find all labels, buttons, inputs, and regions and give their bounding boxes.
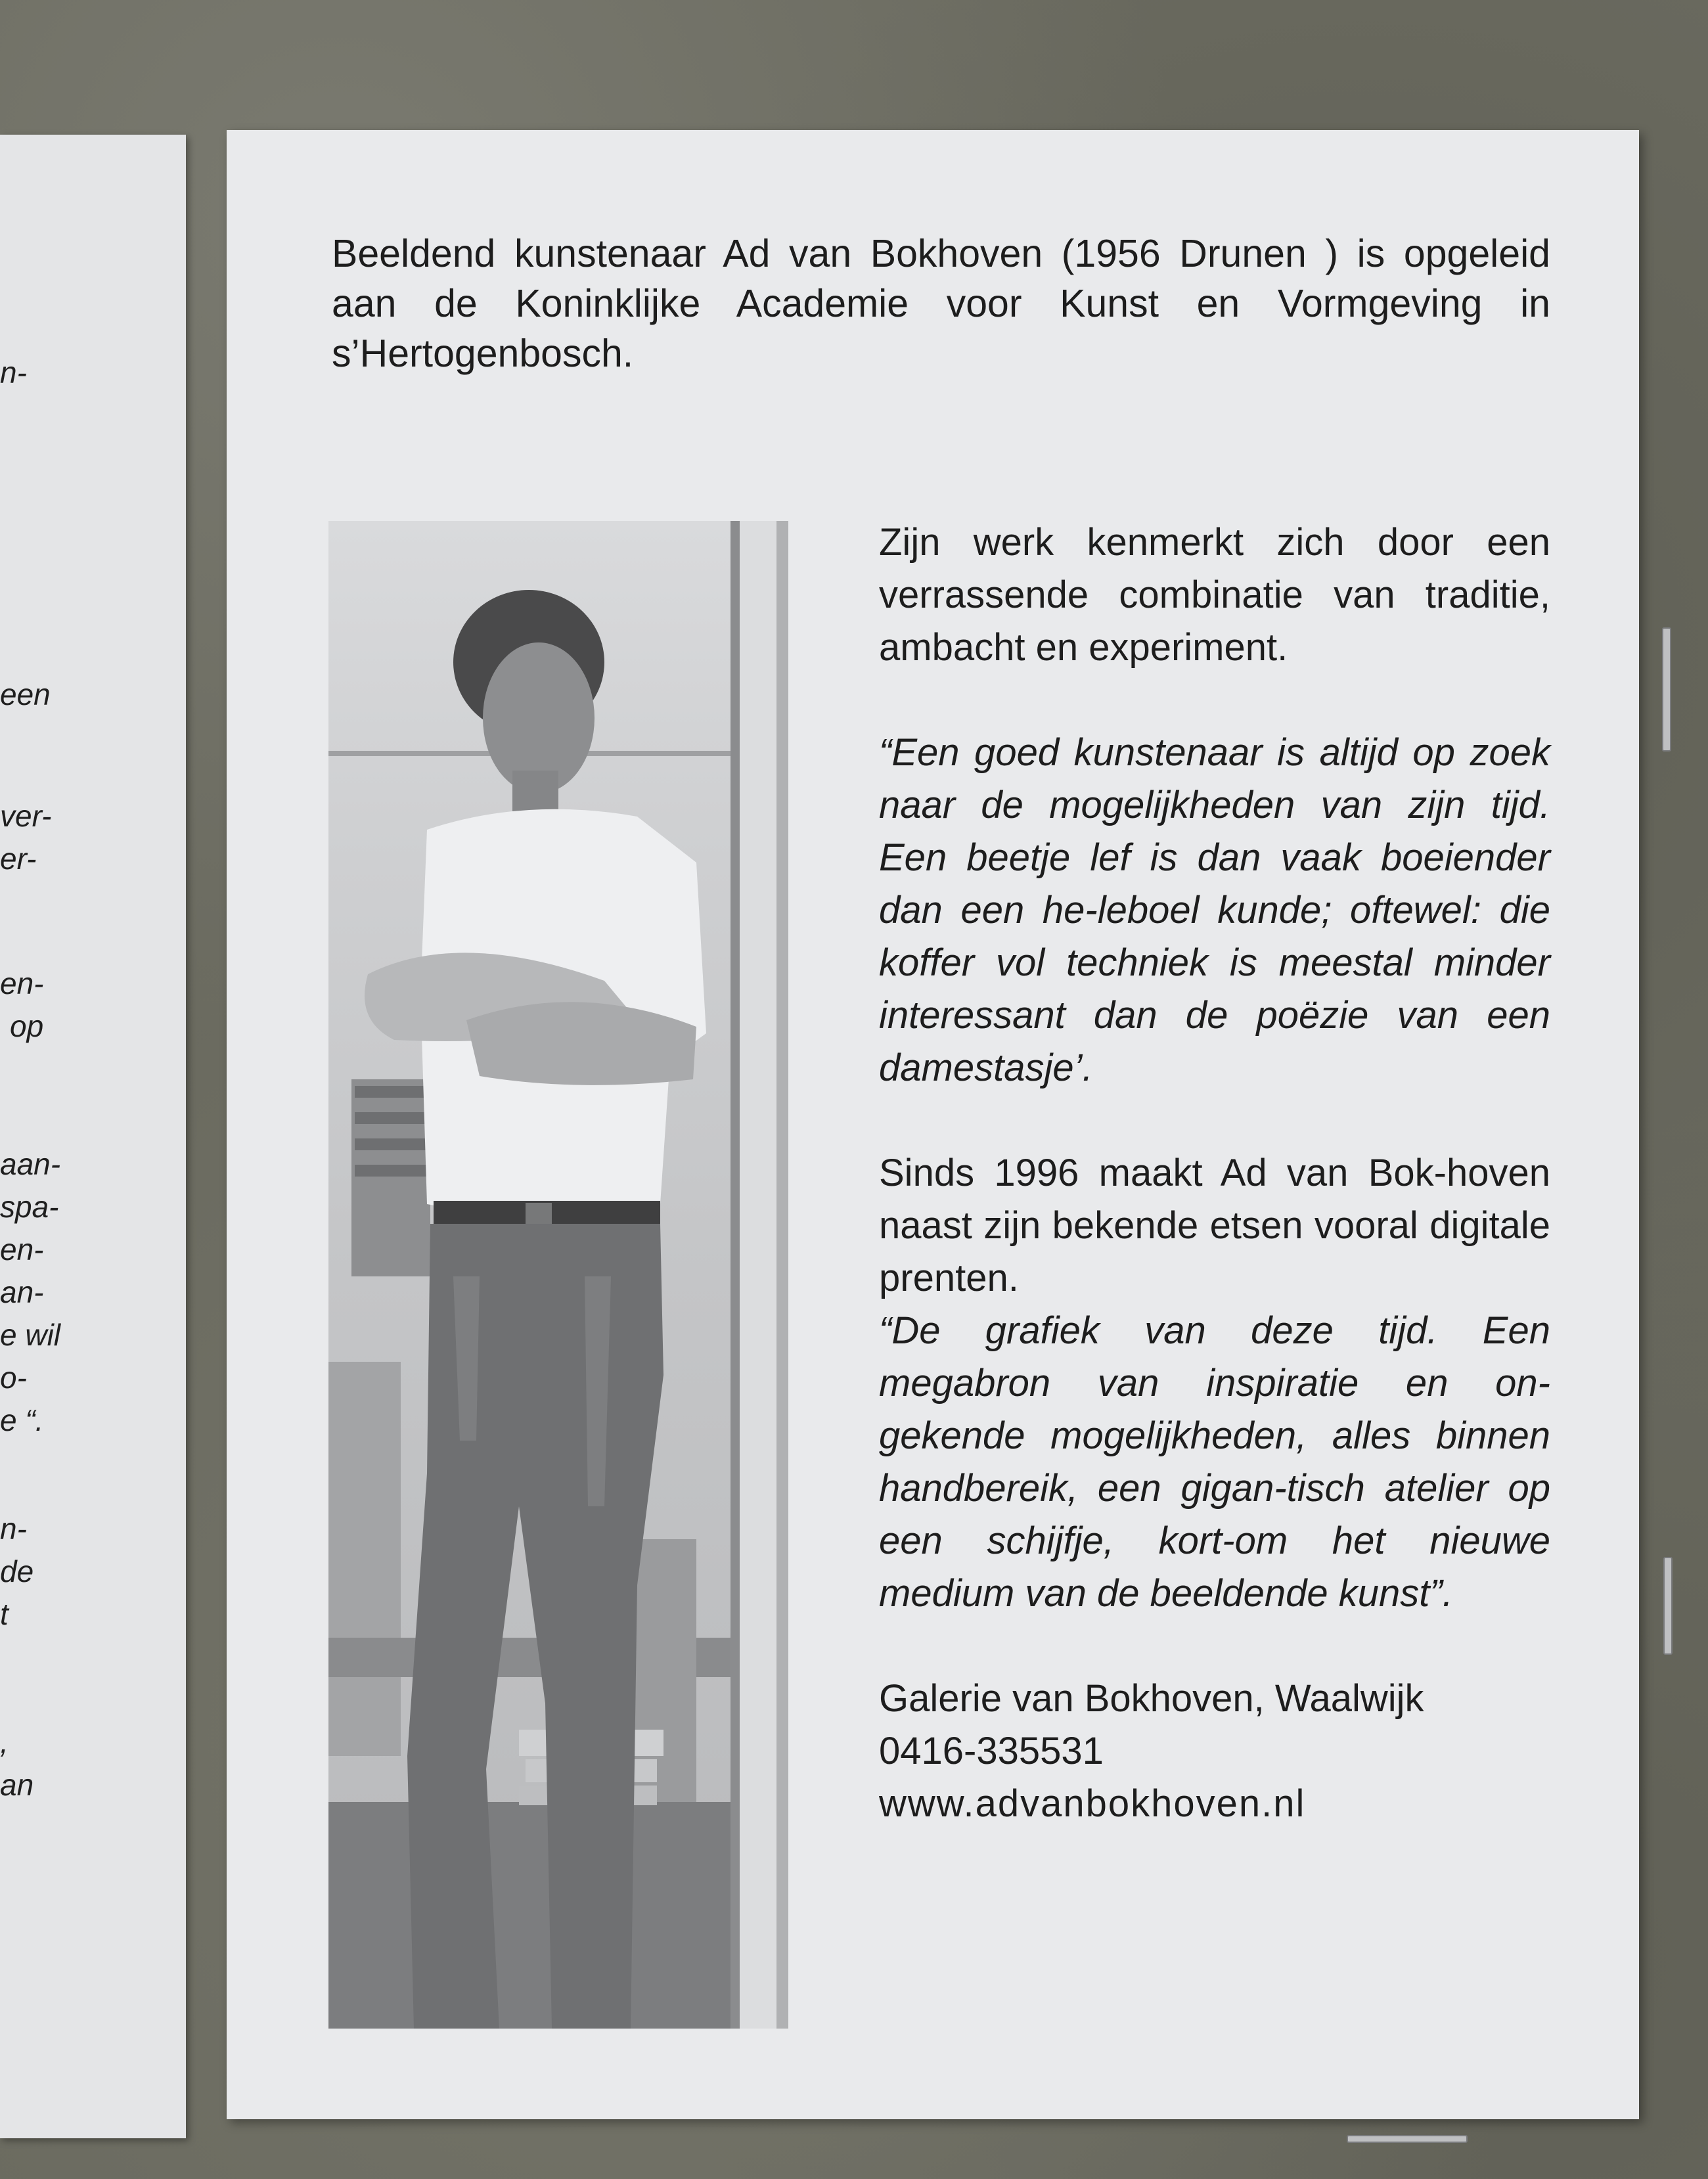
gallery-name: Galerie van Bokhoven, Waalwijk (879, 1677, 1424, 1720)
website-link: www.advanbokhoven.nl (879, 1782, 1306, 1825)
portrait-photo (328, 521, 788, 2029)
left-text-fragment: een (0, 677, 51, 711)
portrait-photo-icon (328, 521, 788, 2029)
left-text-fragment: an- (0, 1275, 44, 1309)
left-text-fragment: op (10, 1009, 44, 1043)
staple-icon (1663, 1557, 1673, 1655)
staple-icon (1347, 2135, 1468, 2143)
left-text-fragment: en- (0, 966, 44, 1000)
intro-paragraph: Beeldend kunstenaar Ad van Bokhoven (1956 Drunen ) is opgeleid aan de Koninklijke Academie voor Kunst en Vormgeving in s’Hertogenbosch. (332, 232, 1550, 375)
left-text-fragment: en- (0, 1232, 44, 1267)
left-text-fragment: e wil (0, 1318, 61, 1352)
left-text-fragment: e “. (0, 1403, 44, 1437)
description-paragraph: Zijn werk kenmerkt zich door een verrassende combinatie van traditie, ambacht en experiment. (879, 521, 1550, 669)
text-column (879, 516, 1550, 1830)
quote-paragraph-digital: “De grafiek van deze tijd. Een megabron van inspiratie en on-gekende mogelijkheden, alles binnen handbereik, een gigan-tisch atelier op een schijfje, kort-om het nieuwe medium van de beeldende kunst”. (879, 1309, 1550, 1615)
left-text-fragment: n- (0, 355, 27, 390)
contact-block (879, 1673, 1550, 1830)
quote-paragraph: “Een goed kunstenaar is altijd op zoek naar de mogelijkheden van zijn tijd. Een beetje lef is dan vaak boeiender dan een he-leboel kunde; oftewel: die koffer vol techniek is meestal minder interessant dan de poëzie van een damestasje’. (879, 731, 1550, 1089)
left-text-fragment: er- (0, 842, 37, 876)
digital-prints-paragraph: Sinds 1996 maakt Ad van Bok-hoven naast zijn bekende etsen vooral digitale prenten. (879, 1152, 1550, 1299)
left-text-fragment: an (0, 1768, 34, 1802)
left-text-fragment: de (0, 1554, 34, 1588)
left-text-fragment: , (0, 1725, 9, 1759)
phone-number: 0416-335531 (879, 1730, 1104, 1772)
left-text-fragment: spa- (0, 1190, 59, 1224)
left-text-fragment: t (0, 1597, 9, 1631)
left-page-fragment (0, 135, 186, 2138)
left-text-fragment: o- (0, 1360, 27, 1395)
left-text-fragment: ver- (0, 799, 52, 833)
left-text-fragment: aan- (0, 1147, 61, 1181)
staple-icon (1662, 627, 1671, 752)
document-page (227, 130, 1639, 2119)
left-text-fragment: n- (0, 1512, 27, 1546)
